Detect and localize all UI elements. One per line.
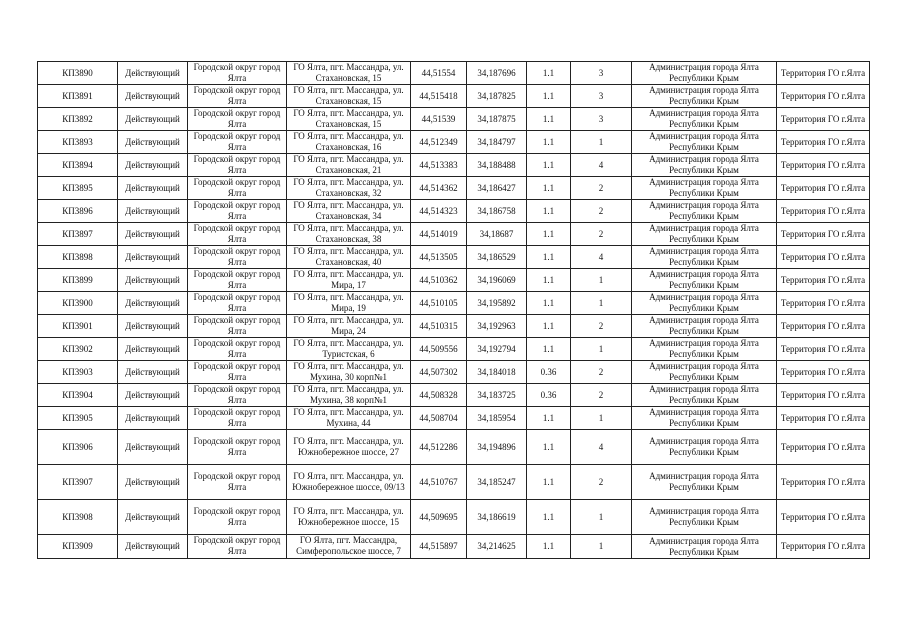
volume-cell: 1.1 (527, 430, 571, 465)
site-id-cell: КП3905 (38, 407, 118, 430)
site-id-cell: КП3892 (38, 108, 118, 131)
table-row (38, 292, 870, 315)
site-id-cell: КП3890 (38, 62, 118, 85)
table-row (38, 315, 870, 338)
latitude-cell: 44,515418 (411, 85, 467, 108)
longitude-cell: 34,186427 (467, 177, 527, 200)
latitude-cell: 44,510767 (411, 465, 467, 500)
district-cell: Городской округ город Ялта (188, 500, 287, 535)
site-id-cell: КП3894 (38, 154, 118, 177)
longitude-cell: 34,183725 (467, 384, 527, 407)
longitude-cell: 34,186758 (467, 200, 527, 223)
status-cell: Действующий (118, 223, 188, 246)
volume-cell: 1.1 (527, 292, 571, 315)
district-cell: Городской округ город Ялта (188, 154, 287, 177)
address-cell: ГО Ялта, пгт. Массандра, ул. Мира, 17 (287, 269, 411, 292)
district-cell: Городской округ город Ялта (188, 535, 287, 559)
table-row (38, 338, 870, 361)
latitude-cell: 44,508328 (411, 384, 467, 407)
owner-cell: Администрация города Ялта Республики Крым (632, 200, 777, 223)
volume-cell: 1.1 (527, 246, 571, 269)
volume-cell: 1.1 (527, 200, 571, 223)
site-id-cell: КП3891 (38, 85, 118, 108)
status-cell: Действующий (118, 384, 188, 407)
container-count-cell: 1 (571, 535, 632, 559)
table-row (38, 223, 870, 246)
territory-cell: Территория ГО г.Ялта (777, 361, 870, 384)
site-id-cell: КП3904 (38, 384, 118, 407)
district-cell: Городской округ город Ялта (188, 246, 287, 269)
site-id-cell: КП3906 (38, 430, 118, 465)
table-row (38, 535, 870, 559)
latitude-cell: 44,51554 (411, 62, 467, 85)
address-cell: ГО Ялта, пгт. Массандра, Симферопольское шоссе, 7 (287, 535, 411, 559)
district-cell: Городской округ город Ялта (188, 361, 287, 384)
latitude-cell: 44,510315 (411, 315, 467, 338)
owner-cell: Администрация города Ялта Республики Крым (632, 108, 777, 131)
owner-cell: Администрация города Ялта Республики Крым (632, 535, 777, 559)
status-cell: Действующий (118, 62, 188, 85)
status-cell: Действующий (118, 500, 188, 535)
site-id-cell: КП3907 (38, 465, 118, 500)
district-cell: Городской округ город Ялта (188, 108, 287, 131)
owner-cell: Администрация города Ялта Республики Крым (632, 246, 777, 269)
table-row (38, 465, 870, 500)
site-id-cell: КП3893 (38, 131, 118, 154)
table-row (38, 200, 870, 223)
container-count-cell: 2 (571, 223, 632, 246)
district-cell: Городской округ город Ялта (188, 292, 287, 315)
volume-cell: 1.1 (527, 154, 571, 177)
status-cell: Действующий (118, 535, 188, 559)
territory-cell: Территория ГО г.Ялта (777, 223, 870, 246)
status-cell: Действующий (118, 154, 188, 177)
territory-cell: Территория ГО г.Ялта (777, 62, 870, 85)
longitude-cell: 34,192963 (467, 315, 527, 338)
site-id-cell: КП3901 (38, 315, 118, 338)
address-cell: ГО Ялта, пгт. Массандра, ул. Стахановская, 34 (287, 200, 411, 223)
latitude-cell: 44,509695 (411, 500, 467, 535)
latitude-cell: 44,512286 (411, 430, 467, 465)
longitude-cell: 34,187696 (467, 62, 527, 85)
site-id-cell: КП3898 (38, 246, 118, 269)
latitude-cell: 44,512349 (411, 131, 467, 154)
volume-cell: 1.1 (527, 535, 571, 559)
site-id-cell: КП3903 (38, 361, 118, 384)
district-cell: Городской округ город Ялта (188, 465, 287, 500)
site-id-cell: КП3895 (38, 177, 118, 200)
volume-cell: 1.1 (527, 131, 571, 154)
owner-cell: Администрация города Ялта Республики Крым (632, 62, 777, 85)
territory-cell: Территория ГО г.Ялта (777, 338, 870, 361)
table-row (38, 361, 870, 384)
address-cell: ГО Ялта, пгт. Массандра, ул. Южнобережное шоссе, 15 (287, 500, 411, 535)
latitude-cell: 44,514019 (411, 223, 467, 246)
status-cell: Действующий (118, 292, 188, 315)
owner-cell: Администрация города Ялта Республики Крым (632, 384, 777, 407)
territory-cell: Территория ГО г.Ялта (777, 246, 870, 269)
latitude-cell: 44,514362 (411, 177, 467, 200)
district-cell: Городской округ город Ялта (188, 269, 287, 292)
container-sites-table (37, 61, 870, 559)
territory-cell: Территория ГО г.Ялта (777, 154, 870, 177)
table-row (38, 177, 870, 200)
territory-cell: Территория ГО г.Ялта (777, 200, 870, 223)
district-cell: Городской округ город Ялта (188, 338, 287, 361)
longitude-cell: 34,214625 (467, 535, 527, 559)
container-count-cell: 4 (571, 246, 632, 269)
table-row (38, 269, 870, 292)
address-cell: ГО Ялта, пгт. Массандра, ул. Мухина, 44 (287, 407, 411, 430)
owner-cell: Администрация города Ялта Республики Крым (632, 407, 777, 430)
territory-cell: Территория ГО г.Ялта (777, 535, 870, 559)
status-cell: Действующий (118, 465, 188, 500)
status-cell: Действующий (118, 315, 188, 338)
latitude-cell: 44,513383 (411, 154, 467, 177)
volume-cell: 0.36 (527, 361, 571, 384)
territory-cell: Территория ГО г.Ялта (777, 108, 870, 131)
status-cell: Действующий (118, 177, 188, 200)
owner-cell: Администрация города Ялта Республики Крым (632, 154, 777, 177)
container-count-cell: 1 (571, 131, 632, 154)
longitude-cell: 34,192794 (467, 338, 527, 361)
volume-cell: 1.1 (527, 315, 571, 338)
territory-cell: Территория ГО г.Ялта (777, 269, 870, 292)
status-cell: Действующий (118, 430, 188, 465)
district-cell: Городской округ город Ялта (188, 223, 287, 246)
container-count-cell: 4 (571, 430, 632, 465)
container-count-cell: 1 (571, 500, 632, 535)
territory-cell: Территория ГО г.Ялта (777, 177, 870, 200)
district-cell: Городской округ город Ялта (188, 131, 287, 154)
table-row (38, 430, 870, 465)
address-cell: ГО Ялта, пгт. Массандра, ул. Стахановская, 38 (287, 223, 411, 246)
latitude-cell: 44,509556 (411, 338, 467, 361)
table-row (38, 108, 870, 131)
container-count-cell: 3 (571, 85, 632, 108)
latitude-cell: 44,508704 (411, 407, 467, 430)
table-row (38, 246, 870, 269)
table-row (38, 85, 870, 108)
owner-cell: Администрация города Ялта Республики Крым (632, 361, 777, 384)
status-cell: Действующий (118, 407, 188, 430)
owner-cell: Администрация города Ялта Республики Крым (632, 269, 777, 292)
longitude-cell: 34,185954 (467, 407, 527, 430)
site-id-cell: КП3899 (38, 269, 118, 292)
table-row (38, 131, 870, 154)
address-cell: ГО Ялта, пгт. Массандра, ул. Мухина, 30 корп№1 (287, 361, 411, 384)
volume-cell: 1.1 (527, 269, 571, 292)
address-cell: ГО Ялта, пгт. Массандра, ул. Стахановская, 32 (287, 177, 411, 200)
owner-cell: Администрация города Ялта Республики Крым (632, 131, 777, 154)
status-cell: Действующий (118, 338, 188, 361)
address-cell: ГО Ялта, пгт. Массандра, ул. Стахановская, 16 (287, 131, 411, 154)
site-id-cell: КП3900 (38, 292, 118, 315)
volume-cell: 1.1 (527, 108, 571, 131)
address-cell: ГО Ялта, пгт. Массандра, ул. Мухина, 38 корп№1 (287, 384, 411, 407)
container-count-cell: 2 (571, 177, 632, 200)
status-cell: Действующий (118, 131, 188, 154)
container-count-cell: 2 (571, 384, 632, 407)
owner-cell: Администрация города Ялта Республики Крым (632, 292, 777, 315)
territory-cell: Территория ГО г.Ялта (777, 315, 870, 338)
owner-cell: Администрация города Ялта Республики Крым (632, 85, 777, 108)
district-cell: Городской округ город Ялта (188, 315, 287, 338)
container-count-cell: 1 (571, 407, 632, 430)
container-count-cell: 2 (571, 315, 632, 338)
owner-cell: Администрация города Ялта Республики Крым (632, 430, 777, 465)
territory-cell: Территория ГО г.Ялта (777, 85, 870, 108)
latitude-cell: 44,510105 (411, 292, 467, 315)
volume-cell: 1.1 (527, 85, 571, 108)
longitude-cell: 34,187875 (467, 108, 527, 131)
latitude-cell: 44,513505 (411, 246, 467, 269)
status-cell: Действующий (118, 200, 188, 223)
address-cell: ГО Ялта, пгт. Массандра, ул. Стахановская, 40 (287, 246, 411, 269)
site-id-cell: КП3909 (38, 535, 118, 559)
volume-cell: 1.1 (527, 62, 571, 85)
longitude-cell: 34,186619 (467, 500, 527, 535)
address-cell: ГО Ялта, пгт. Массандра, ул. Стахановская, 21 (287, 154, 411, 177)
address-cell: ГО Ялта, пгт. Массандра, ул. Южнобережное шоссе, 09/13 (287, 465, 411, 500)
latitude-cell: 44,510362 (411, 269, 467, 292)
container-count-cell: 3 (571, 108, 632, 131)
owner-cell: Администрация города Ялта Республики Крым (632, 500, 777, 535)
address-cell: ГО Ялта, пгт. Массандра, ул. Стахановская, 15 (287, 108, 411, 131)
latitude-cell: 44,515897 (411, 535, 467, 559)
table-body (38, 62, 870, 559)
owner-cell: Администрация города Ялта Республики Крым (632, 338, 777, 361)
container-count-cell: 1 (571, 269, 632, 292)
district-cell: Городской округ город Ялта (188, 62, 287, 85)
volume-cell: 1.1 (527, 223, 571, 246)
status-cell: Действующий (118, 108, 188, 131)
address-cell: ГО Ялта, пгт. Массандра, ул. Мира, 24 (287, 315, 411, 338)
status-cell: Действующий (118, 246, 188, 269)
container-count-cell: 2 (571, 465, 632, 500)
volume-cell: 1.1 (527, 465, 571, 500)
district-cell: Городской округ город Ялта (188, 430, 287, 465)
territory-cell: Территория ГО г.Ялта (777, 465, 870, 500)
container-count-cell: 2 (571, 361, 632, 384)
district-cell: Городской округ город Ялта (188, 177, 287, 200)
owner-cell: Администрация города Ялта Республики Крым (632, 465, 777, 500)
address-cell: ГО Ялта, пгт. Массандра, ул. Мира, 19 (287, 292, 411, 315)
territory-cell: Территория ГО г.Ялта (777, 407, 870, 430)
table-row (38, 154, 870, 177)
status-cell: Действующий (118, 85, 188, 108)
longitude-cell: 34,187825 (467, 85, 527, 108)
table-row (38, 384, 870, 407)
territory-cell: Территория ГО г.Ялта (777, 500, 870, 535)
longitude-cell: 34,185247 (467, 465, 527, 500)
site-id-cell: КП3897 (38, 223, 118, 246)
volume-cell: 0.36 (527, 384, 571, 407)
latitude-cell: 44,51539 (411, 108, 467, 131)
table-row (38, 62, 870, 85)
site-id-cell: КП3908 (38, 500, 118, 535)
owner-cell: Администрация города Ялта Республики Крым (632, 223, 777, 246)
site-id-cell: КП3902 (38, 338, 118, 361)
volume-cell: 1.1 (527, 407, 571, 430)
container-count-cell: 1 (571, 292, 632, 315)
longitude-cell: 34,195892 (467, 292, 527, 315)
longitude-cell: 34,184018 (467, 361, 527, 384)
address-cell: ГО Ялта, пгт. Массандра, ул. Южнобережное шоссе, 27 (287, 430, 411, 465)
longitude-cell: 34,186529 (467, 246, 527, 269)
district-cell: Городской округ город Ялта (188, 384, 287, 407)
container-count-cell: 2 (571, 200, 632, 223)
territory-cell: Территория ГО г.Ялта (777, 430, 870, 465)
owner-cell: Администрация города Ялта Республики Крым (632, 177, 777, 200)
district-cell: Городской округ город Ялта (188, 407, 287, 430)
longitude-cell: 34,196069 (467, 269, 527, 292)
status-cell: Действующий (118, 361, 188, 384)
latitude-cell: 44,514323 (411, 200, 467, 223)
container-count-cell: 3 (571, 62, 632, 85)
address-cell: ГО Ялта, пгт. Массандра, ул. Стахановская, 15 (287, 85, 411, 108)
volume-cell: 1.1 (527, 338, 571, 361)
district-cell: Городской округ город Ялта (188, 200, 287, 223)
table-row (38, 407, 870, 430)
volume-cell: 1.1 (527, 177, 571, 200)
container-count-cell: 4 (571, 154, 632, 177)
address-cell: ГО Ялта, пгт. Массандра, ул. Стахановская, 15 (287, 62, 411, 85)
address-cell: ГО Ялта, пгт. Массандра, ул. Туристская, 6 (287, 338, 411, 361)
territory-cell: Территория ГО г.Ялта (777, 131, 870, 154)
site-id-cell: КП3896 (38, 200, 118, 223)
table-row (38, 500, 870, 535)
district-cell: Городской округ город Ялта (188, 85, 287, 108)
owner-cell: Администрация города Ялта Республики Крым (632, 315, 777, 338)
territory-cell: Территория ГО г.Ялта (777, 384, 870, 407)
latitude-cell: 44,507302 (411, 361, 467, 384)
longitude-cell: 34,18687 (467, 223, 527, 246)
status-cell: Действующий (118, 269, 188, 292)
volume-cell: 1.1 (527, 500, 571, 535)
longitude-cell: 34,188488 (467, 154, 527, 177)
longitude-cell: 34,194896 (467, 430, 527, 465)
longitude-cell: 34,184797 (467, 131, 527, 154)
container-count-cell: 1 (571, 338, 632, 361)
territory-cell: Территория ГО г.Ялта (777, 292, 870, 315)
